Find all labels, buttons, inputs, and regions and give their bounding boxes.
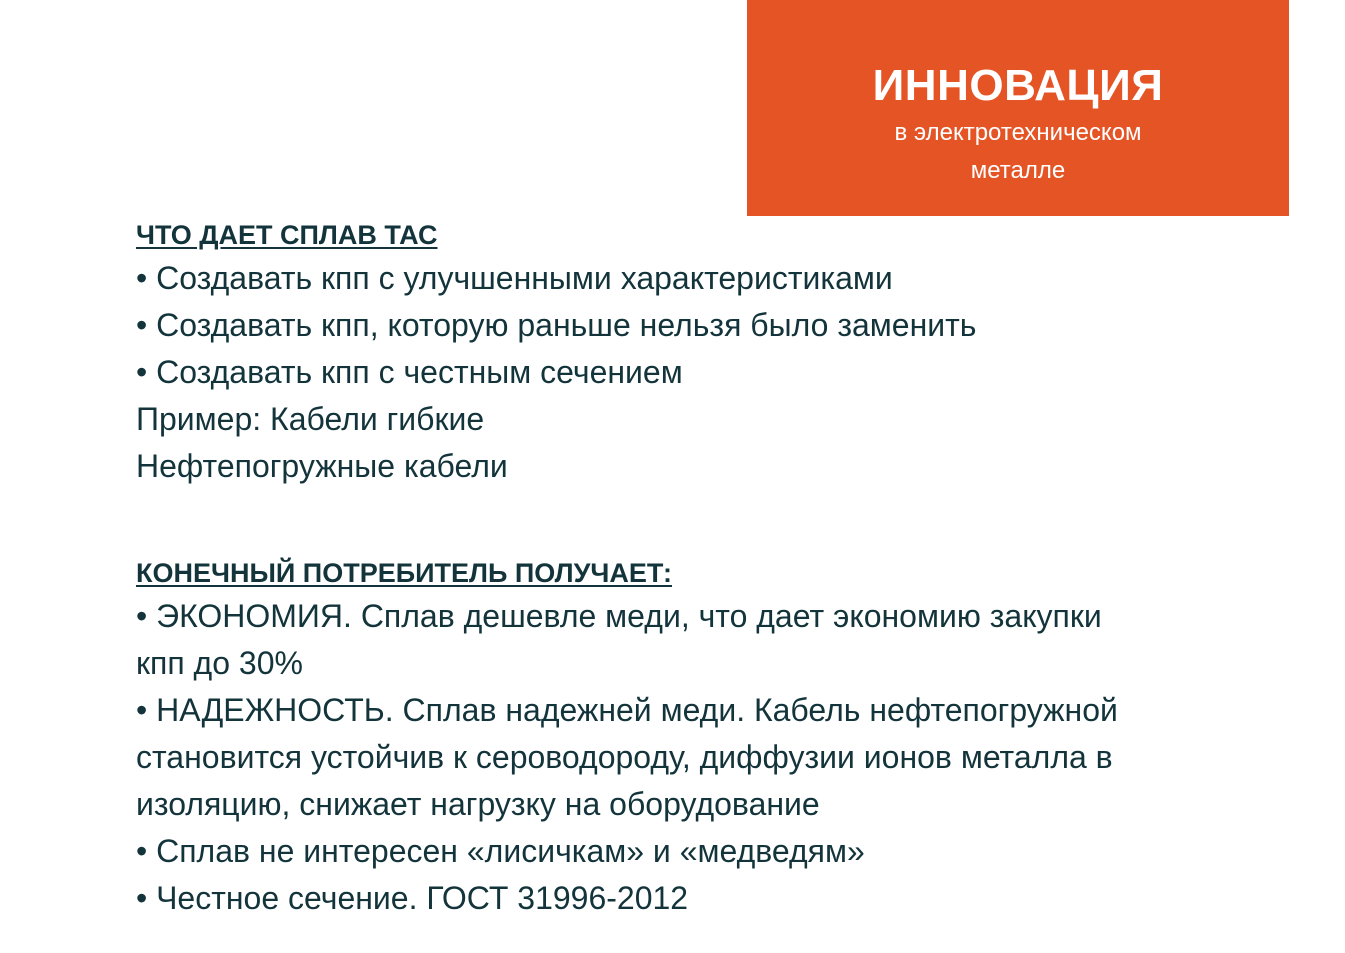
bullet-item: • Создавать кпп с честным сечением xyxy=(136,354,683,390)
bullet-item: • Сплав не интересен «лисичкам» и «медведям» xyxy=(136,833,865,869)
bullet-continuation: кпп до 30% xyxy=(136,645,303,681)
title-banner xyxy=(747,0,1289,216)
example-line: Пример: Кабели гибкие xyxy=(136,401,485,437)
section-heading-benefits: ЧТО ДАЕТ СПЛАВ ТАС xyxy=(136,220,438,250)
bullet-item: • Честное сечение. ГОСТ 31996-2012 xyxy=(136,880,689,916)
bullet-continuation: становится устойчив к сероводороду, диффузии ионов металла в xyxy=(136,739,1113,775)
bullet-continuation: изоляцию, снижает нагрузку на оборудование xyxy=(136,786,820,822)
main-content xyxy=(136,215,1226,922)
banner-subtitle: в электротехническом металле xyxy=(894,119,1142,184)
bullet-item: • Создавать кпп с улучшенными характеристиками xyxy=(136,260,893,296)
section-spacer xyxy=(136,490,1226,553)
bullet-item: • Создавать кпп, которую раньше нельзя было заменить xyxy=(136,307,977,343)
example-line: Нефтепогружные кабели xyxy=(136,448,508,484)
bullet-item: • НАДЕЖНОСТЬ. Сплав надежней меди. Кабель нефтепогружной xyxy=(136,692,1118,728)
banner-title: ИННОВАЦИЯ xyxy=(872,61,1164,110)
section-heading-consumer: КОНЕЧНЫЙ ПОТРЕБИТЕЛЬ ПОЛУЧАЕТ: xyxy=(136,558,672,588)
bullet-item: • ЭКОНОМИЯ. Сплав дешевле меди, что дает экономию закупки xyxy=(136,598,1102,634)
